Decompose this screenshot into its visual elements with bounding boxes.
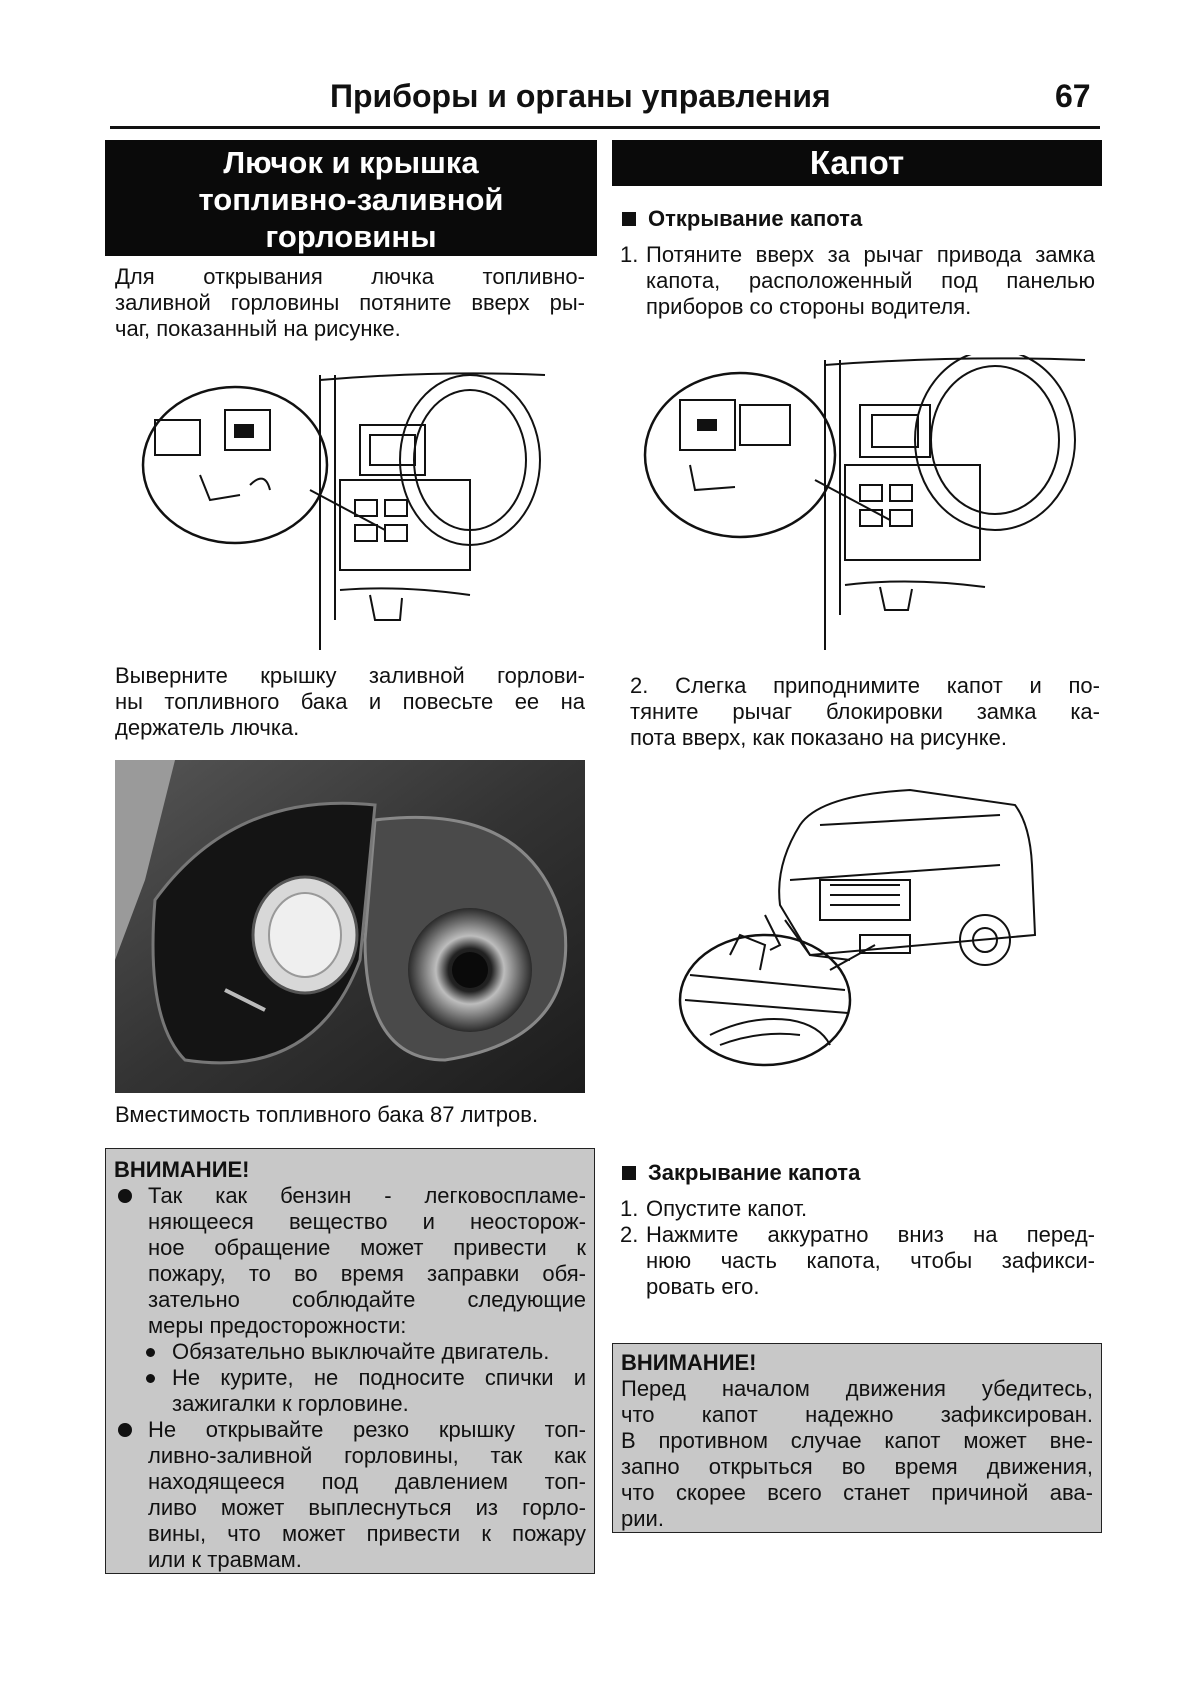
header-rule	[110, 126, 1100, 129]
hood-release-lever-illustration	[640, 355, 1090, 655]
hood-lock-lever-car-illustration	[670, 785, 1070, 1075]
warning-bullet-flammable: Так как бензин - легковоспламе- няющееся вещество и неосторож- ное обращение может привести к пожару, то во время заправки обя- зательно соблюдайте следующие меры предосторожности:	[114, 1183, 586, 1339]
warning-subbullet-smoking: Не курите, не подносите спички и зажигалки к горловине.	[114, 1365, 586, 1417]
warning-bullet-pressure: Не открывайте резко крышку топ- ливно-заливной горловины, так как находящееся под давлением топ- ливо может выплеснуться из горло- вины, что может привести к пожару или к травмам.	[114, 1417, 586, 1573]
hood-warning-text: Перед началом движения убедитесь, что капот надежно зафиксирован. В противном случае капот может вне- запно открыться во время движения, что скорее всего станет причиной ава- рии.	[621, 1376, 1093, 1531]
sub-bullet-icon	[146, 1348, 155, 1357]
page-header-title: Приборы и органы управления	[330, 78, 831, 114]
fuel-warning-box	[105, 1148, 595, 1574]
bullet-icon	[118, 1189, 132, 1203]
square-bullet-icon	[622, 1166, 636, 1180]
hood-open-step-1: 1. Потяните вверх за рычаг привода замка капота, расположенный под панелью приборов со стороны водителя.	[620, 242, 1095, 319]
hood-warning-box	[612, 1343, 1102, 1533]
dashboard-fuel-lever-illustration	[140, 370, 560, 655]
hood-close-step-2: 2. Нажмите аккуратно вниз на перед- нюю часть капота, чтобы зафикси- ровать его.	[620, 1222, 1095, 1299]
hood-close-heading: Закрывание капота	[622, 1160, 860, 1186]
section-banner-fuel-door: Лючок и крышка топливно-заливной горловины	[105, 140, 597, 256]
fuel-filler-photo	[115, 760, 585, 1093]
warning-title: ВНИМАНИЕ!	[114, 1157, 250, 1182]
sub-bullet-icon	[146, 1374, 155, 1383]
fuel-door-intro-text: Для открывания лючка топливно- заливной горловины потяните вверх ры- чаг, показанный на рисунке.	[115, 264, 585, 341]
bullet-icon	[118, 1423, 132, 1437]
hood-close-step-1: 1. Опустите капот.	[620, 1196, 808, 1221]
hood-open-heading: Открывание капота	[622, 206, 862, 232]
fuel-cap-text: Выверните крышку заливной горлови- ны топливного бака и повесьте ее на держатель лючка.	[115, 663, 585, 740]
fuel-tank-capacity: Вместимость топливного бака 87 литров.	[115, 1102, 539, 1127]
warning-title: ВНИМАНИЕ!	[621, 1350, 757, 1375]
section-banner-hood: Капот	[612, 140, 1102, 186]
warning-subbullet-engine: Обязательно выключайте двигатель.	[114, 1339, 586, 1365]
page-number: 67	[1055, 78, 1091, 114]
square-bullet-icon	[622, 212, 636, 226]
hood-open-step-2: 2. Слегка приподнимите капот и по- тяните рычаг блокировки замка ка- пота вверх, как показано на рисунке.	[630, 673, 1100, 750]
